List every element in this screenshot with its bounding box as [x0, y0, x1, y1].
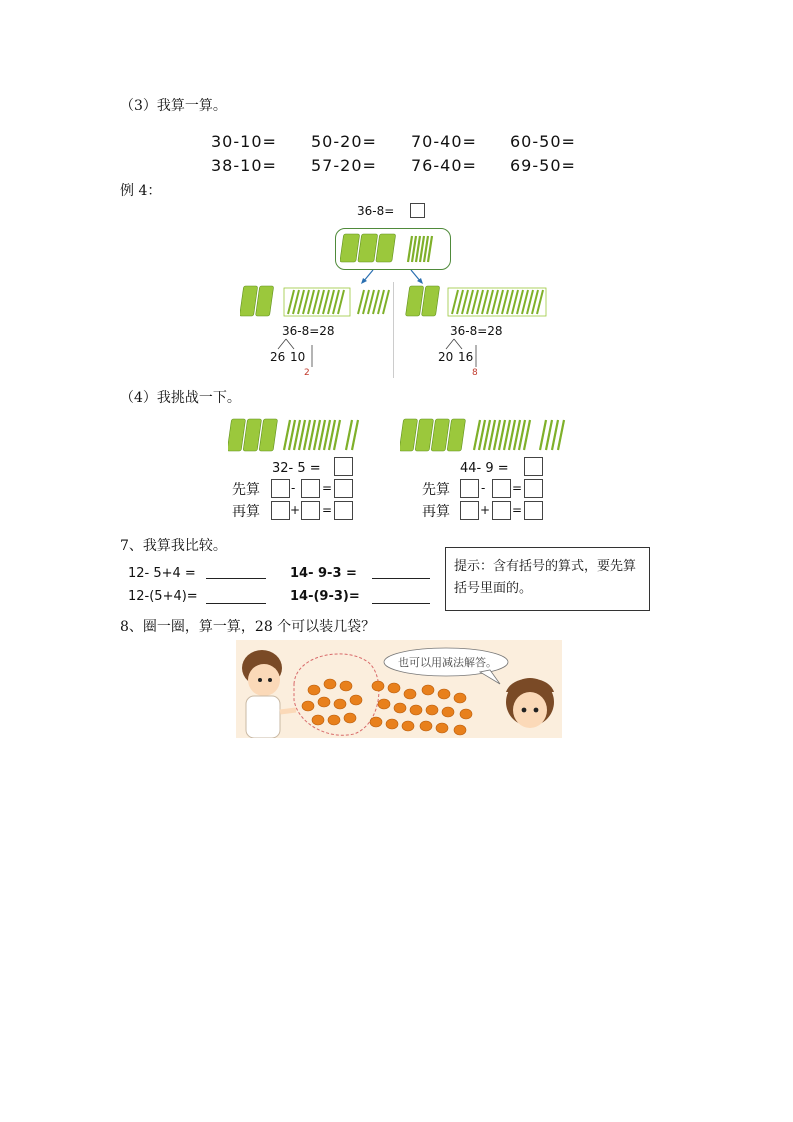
left-split-a: 26 — [270, 350, 286, 364]
calc-item: 70-40= — [411, 132, 477, 151]
q7-title: 7、我算我比较。 — [120, 538, 227, 554]
challenge-right-equation: 44- 9 = — [460, 461, 509, 476]
answer-box — [492, 501, 511, 520]
right-split-a: 20 — [438, 350, 454, 364]
equals-sign: = — [322, 481, 333, 495]
section3-title: （3）我算一算。 — [120, 98, 227, 114]
first-step-label: 先算 — [232, 482, 260, 498]
compare-item: 14- 9-3 = — [290, 566, 357, 581]
answer-blank — [206, 603, 266, 604]
hint-box — [445, 547, 650, 611]
girl-figure — [506, 678, 554, 728]
answer-box — [460, 501, 479, 520]
answer-box — [334, 501, 353, 520]
right-equation: 36-8=28 — [450, 324, 503, 338]
answer-box — [524, 501, 543, 520]
answer-blank — [372, 603, 430, 604]
section4-title: （4）我挑战一下。 — [120, 390, 241, 406]
calc-item: 60-50= — [510, 132, 576, 151]
left-equation: 36-8=28 — [282, 324, 335, 338]
calc-item: 50-20= — [311, 132, 377, 151]
left-split-b: 10 — [290, 350, 306, 364]
answer-blank — [206, 578, 266, 579]
calc-item: 69-50= — [510, 156, 576, 175]
answer-box — [301, 479, 320, 498]
challenge-left-sticks — [228, 416, 364, 456]
answer-box — [301, 501, 320, 520]
calc-item: 38-10= — [211, 156, 277, 175]
equals-sign: = — [512, 481, 523, 495]
compare-item: 14-(9-3)= — [290, 589, 360, 604]
calc-item: 57-20= — [311, 156, 377, 175]
compare-item: 12-(5+4)= — [128, 589, 198, 604]
equals-sign: = — [322, 503, 333, 517]
left-sticks-panel — [240, 284, 396, 320]
second-step-label: 再算 — [422, 504, 450, 520]
right-note: 8 — [472, 368, 478, 378]
answer-box — [334, 457, 353, 476]
panel-divider — [393, 282, 394, 378]
example4-equation: 36-8= — [357, 204, 395, 218]
answer-blank — [372, 578, 430, 579]
calc-item: 30-10= — [211, 132, 277, 151]
answer-box — [410, 203, 425, 218]
minus-sign: - — [481, 481, 486, 495]
answer-box — [460, 479, 479, 498]
ten-stick-bundles — [340, 232, 448, 266]
answer-box — [524, 479, 543, 498]
plus-sign: + — [290, 503, 301, 517]
answer-box — [492, 479, 511, 498]
challenge-right-sticks — [400, 416, 570, 456]
second-step-label: 再算 — [232, 504, 260, 520]
answer-box — [334, 479, 353, 498]
answer-box — [271, 479, 290, 498]
compare-item: 12- 5+4 = — [128, 566, 196, 581]
right-sticks-panel — [404, 284, 560, 320]
challenge-left-equation: 32- 5 = — [272, 461, 321, 476]
answer-box — [271, 501, 290, 520]
boy-figure — [242, 650, 296, 738]
calc-item: 76-40= — [411, 156, 477, 175]
example4-label: 例 4： — [120, 183, 162, 199]
right-split-b: 16 — [458, 350, 474, 364]
plus-sign: + — [480, 503, 491, 517]
answer-box — [524, 457, 543, 476]
first-step-label: 先算 — [422, 482, 450, 498]
speech-bubble-text: 也可以用减法解答。 — [398, 656, 497, 669]
oranges-scene — [236, 640, 562, 738]
hint-text: 提示：含有括号的算式，要先算括号里面的。 — [454, 559, 637, 596]
left-note: 2 — [304, 368, 310, 378]
q8-title: 8、圈一圈，算一算，28 个可以装几袋？ — [120, 619, 376, 635]
equals-sign: = — [512, 503, 523, 517]
minus-sign: - — [291, 481, 296, 495]
